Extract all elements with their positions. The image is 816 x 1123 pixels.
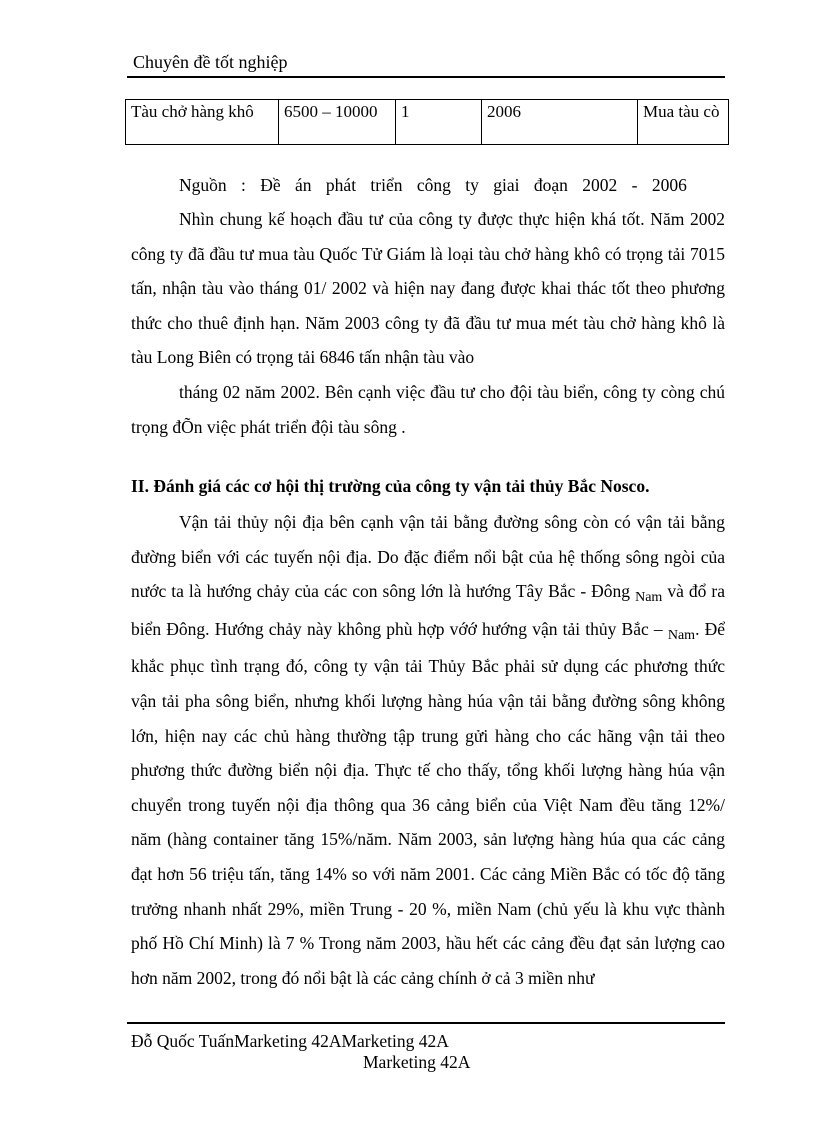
footer-line-1: Đỗ Quốc TuấnMarketing 42AMarketing 42A xyxy=(131,1031,449,1051)
paragraph-investment-tail: tháng 02 năm 2002. Bên cạnh việc đầu tư cho đội tàu biển, công ty còng chú trọng đÕn việc phát triển đội tàu sông . xyxy=(131,381,725,437)
footer-line-2: Marketing 42A xyxy=(363,1052,471,1072)
footer-divider xyxy=(127,1022,725,1024)
paragraph-market-body xyxy=(131,505,725,995)
paragraph-text: và đổ ra biển Đông. Hướng chảy này không phù hợp vớớ hướng vận tải thủy Bắc – xyxy=(131,581,725,639)
paragraph-subscript: Nam xyxy=(667,627,696,643)
table-cell-note: Mua tàu cò xyxy=(638,100,729,145)
ship-table xyxy=(125,99,729,145)
paragraph-market xyxy=(131,505,725,995)
paragraph-investment xyxy=(131,202,725,444)
table-cell-type: Tàu chở hàng khô xyxy=(126,100,279,145)
paragraph-investment-body: Nhìn chung kế hoạch đầu tư của công ty được thực hiện khá tốt. Năm 2002 công ty đã đầu tư mua tàu Quốc Tử Giám là loại tàu chở hàng khô có trọng tải 7015 tấn, nhận tàu vào tháng 01/ 2002 và hiện nay đang được khai thác tốt theo phương thức cho thuê định hạn. Năm 2003 công ty đã đầu tư mua mét tàu chở hàng khô là tàu Long Biên có trọng tải 6846 tấn nhận tàu vào xyxy=(131,209,725,368)
table-row xyxy=(126,100,729,145)
table-cell-quantity: 1 xyxy=(396,100,482,145)
table-cell-tonnage: 6500 – 10000 xyxy=(279,100,396,145)
section-heading: II. Đánh giá các cơ hội thị trường của công ty vận tải thủy Bắc Nosco. xyxy=(131,476,650,496)
table-cell-year: 2006 xyxy=(482,100,638,145)
page-header-title: Chuyên đề tốt nghiệp xyxy=(133,52,288,72)
header-divider xyxy=(127,76,725,78)
source-note: Nguồn : Đề án phát triển công ty giai đoạn 2002 - 2006 xyxy=(179,175,687,195)
paragraph-subscript: Nam xyxy=(635,590,663,606)
paragraph-text: Vận tải thủy nội địa bên cạnh vận tải bằng đường sông còn có vận tải bằng đường biển với các tuyến nội địa. Do đặc điểm nổi bật của hệ thống sông ngòi của nước ta là hướng chảy của các con sông lớn là hướng Tây Bắc - Đông xyxy=(131,512,725,602)
paragraph-text: . Để khắc phục tình trạng đó, công ty vận tải Thủy Bắc phải sử dụng các phương thức vận tải pha sông biển, nhưng khối lượng hàng húa vận tải bằng đường sông không lớn, hiện nay các chủ hàng thường tập trung gửi hàng cho các hãng vận tải theo phương thức đường biển nội địa. Thực tế cho thấy, tổng khối lượng hàng húa vận chuyển trong tuyến nội địa thông qua 36 cảng biển của Việt Nam đều tăng 12%/ năm (hàng container tăng 15%/năm. Năm 2003, sản lượng hàng húa qua các cảng đạt hơn 56 triệu tấn, tăng 14% so với năm 2001. Các cảng Miền Bắc có tốc độ tăng trưởng nhanh nhất 29%, miền Trung - 20 %, miền Nam (chủ yếu là khu vực thành phố Hồ Chí Minh) là 7 % Trong năm 2003, hầu hết các cảng đều đạt sản lượng cao hơn năm 2002, trong đó nổi bật là các cảng chính ở cả 3 miền như xyxy=(131,618,726,988)
